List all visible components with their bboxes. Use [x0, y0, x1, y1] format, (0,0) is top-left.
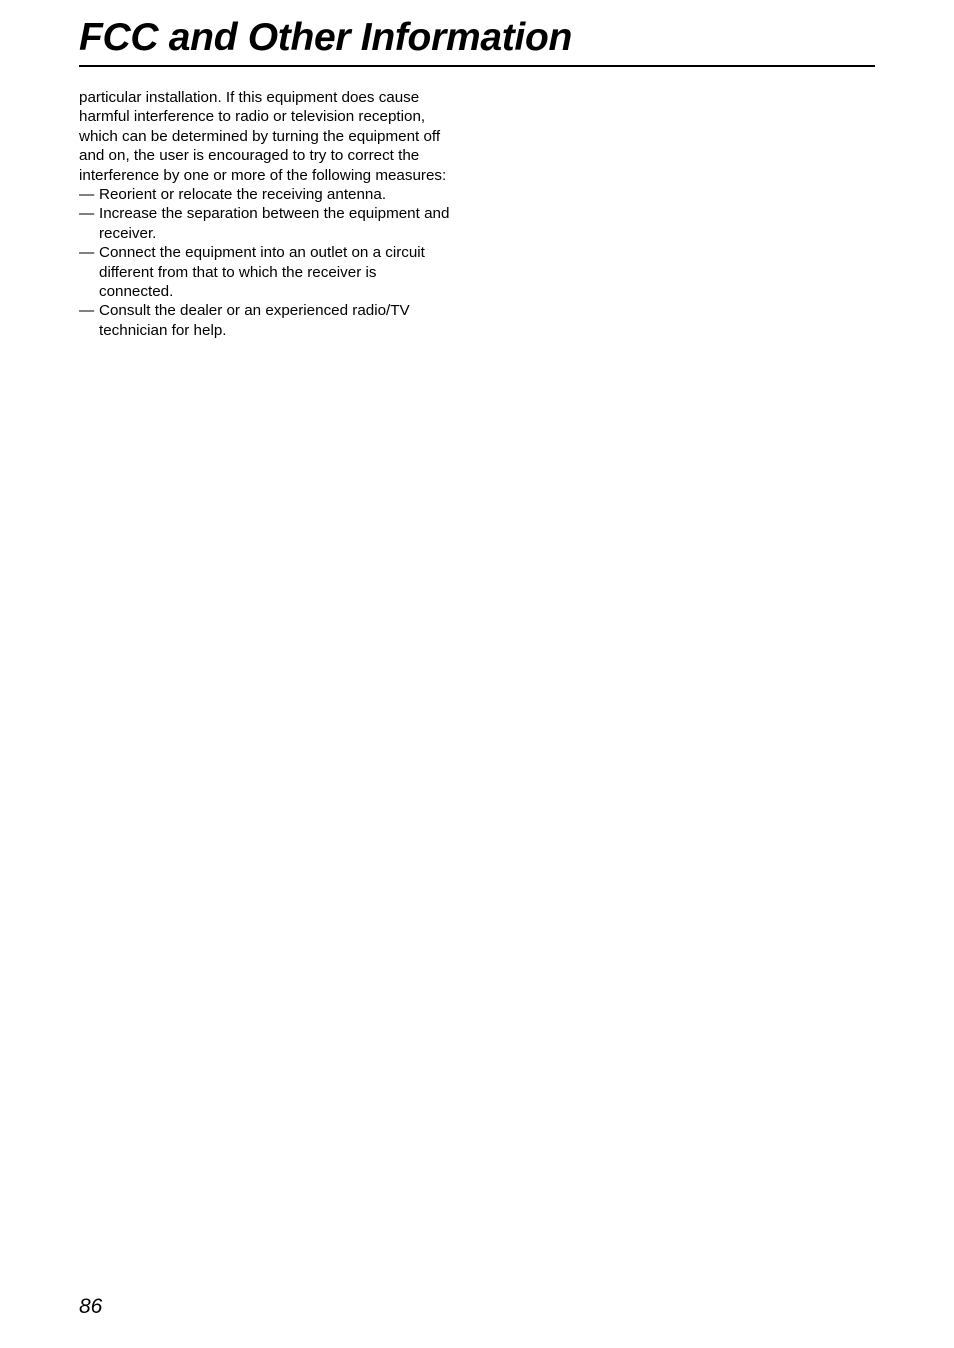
page-number: 86	[79, 1295, 103, 1318]
list-item	[79, 204, 451, 243]
measure-text: Connect the equipment into an outlet on a circuit different from that to which the receiver is connected.	[99, 244, 425, 301]
page-header	[79, 14, 875, 62]
measure-text: Consult the dealer or an experienced radio/TV technician for help.	[99, 302, 410, 339]
fcc-text-column	[79, 88, 451, 340]
dash-bullet: —	[79, 205, 95, 223]
intro-paragraph: particular installation. If this equipment does cause harmful interference to radio or television reception, which can be determined by turning the equipment off and on, the user is encouraged to try to correct the interference by one or more of the following measures:	[79, 89, 447, 184]
title-divider	[79, 65, 875, 67]
dash-bullet: —	[79, 244, 95, 262]
measure-text: Reorient or relocate the receiving antenna.	[99, 186, 387, 204]
list-item	[79, 243, 451, 301]
list-item	[79, 185, 451, 204]
list-item	[79, 301, 451, 340]
measures-list	[79, 185, 451, 340]
dash-bullet: —	[79, 186, 95, 204]
measure-text: Increase the separation between the equipment and receiver.	[99, 205, 450, 242]
page-title: FCC and Other Information	[79, 16, 572, 59]
dash-bullet: —	[79, 302, 95, 320]
